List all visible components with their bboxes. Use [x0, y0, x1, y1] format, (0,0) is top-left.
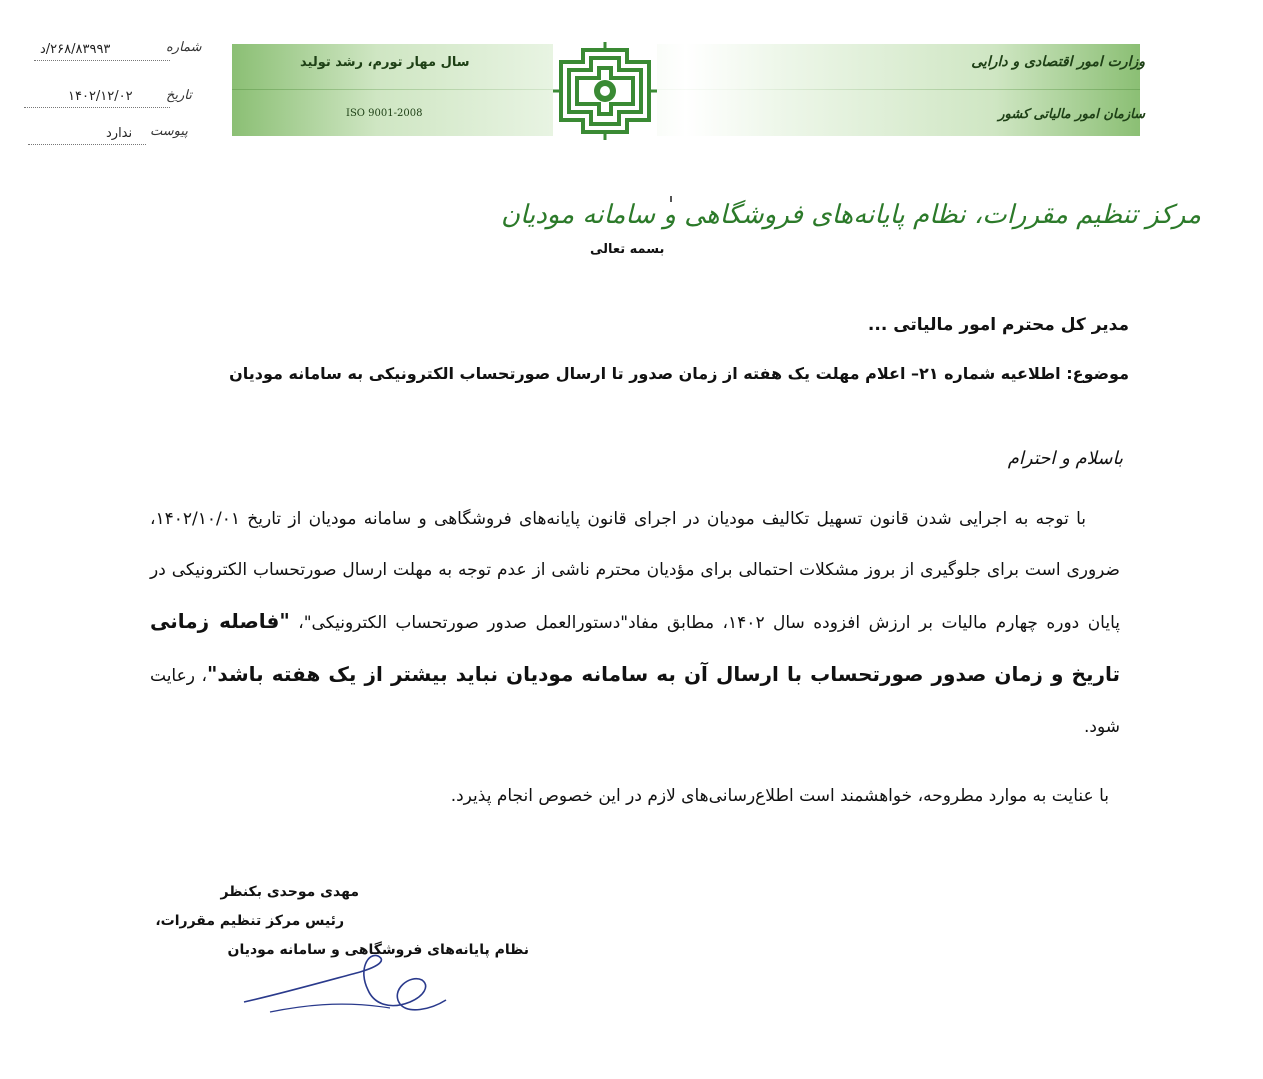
signatory-title-2: نظام پایانه‌های فروشگاهی و سامانه مودیان: [227, 942, 529, 958]
signatory-name: مهدی موحدی بکنظر: [220, 884, 359, 900]
date-dotted-line: [24, 107, 170, 108]
recipient: مدیر کل محترم امور مالیاتی ...: [867, 315, 1129, 335]
body-text: با توجه به اجرایی شدن قانون تسهیل تکالیف مودیان در اجرای قانون پایانه‌های فروشگاهی و سامانه مودیان از تاریخ ۱۴۰۲/۱۰/۰۱، ضروری است برای جلوگیری از بروز مشکلات احتمالی برای مؤدیان محترم ناشی از عدم توجه به مهلت ارسال صورتحساب الکترونیکی در پایان دوره چهارم مالیات بر ارزش افزوده سال ۱۴۰۲، مطابق مفاد"دستورالعمل صدور صورتحساب الکترونیکی"،: [150, 509, 1120, 633]
letter-date: ۱۴۰۲/۱۲/۰۲: [68, 89, 133, 104]
letterhead-divider: [232, 89, 1140, 90]
handwritten-signature: [240, 950, 450, 1020]
ministry-name: وزارت امور اقتصادی و دارایی: [971, 54, 1145, 70]
closing-paragraph: با عنایت به موارد مطروحه، خواهشمند است اطلاع‌رسانی‌های لازم در این خصوص انجام پذیرد.: [450, 786, 1109, 806]
letter-body: [150, 494, 1120, 753]
organization-name: سازمان امور مالیاتی کشور: [998, 107, 1145, 122]
bismillah: بسمه تعالی: [590, 242, 665, 257]
year-slogan: سال مهار تورم، رشد تولید: [300, 55, 470, 70]
attachment-label: پیوست: [150, 124, 188, 139]
number-label: شماره: [166, 40, 202, 55]
subject-line: موضوع: اطلاعیه شماره ۲۱– اعلام مهلت یک هفته از زمان صدور تا ارسال صورتحساب الکترونیکی به سامانه مودیان: [229, 364, 1129, 383]
center-title: مرکز تنظیم مقررات، نظام پایانه‌های فروشگاهی و سامانه مودیان: [500, 200, 1201, 230]
date-label: تاریخ: [166, 88, 192, 103]
attachment-dotted-line: [28, 144, 146, 145]
letter-number: ۲۶۸/۸۳۹۹۳/د: [40, 42, 111, 57]
number-dotted-line: [34, 60, 170, 61]
greeting: باسلام و احترام: [1007, 448, 1123, 469]
body-ending: ، رعایت شود.: [150, 666, 1120, 737]
body-emphasis: "فاصله زمانی تاریخ و زمان صدور صورتحساب با ارسال آن به سامانه مودیان نباید بیشتر از یک هفته باشد": [150, 609, 1120, 686]
iso-certification: ISO 9001-2008: [346, 108, 423, 119]
attachment-value: ندارد: [106, 126, 133, 141]
tax-organization-emblem: [553, 42, 657, 140]
signatory-title-1: رئیس مرکز تنظیم مقررات،: [155, 913, 344, 929]
